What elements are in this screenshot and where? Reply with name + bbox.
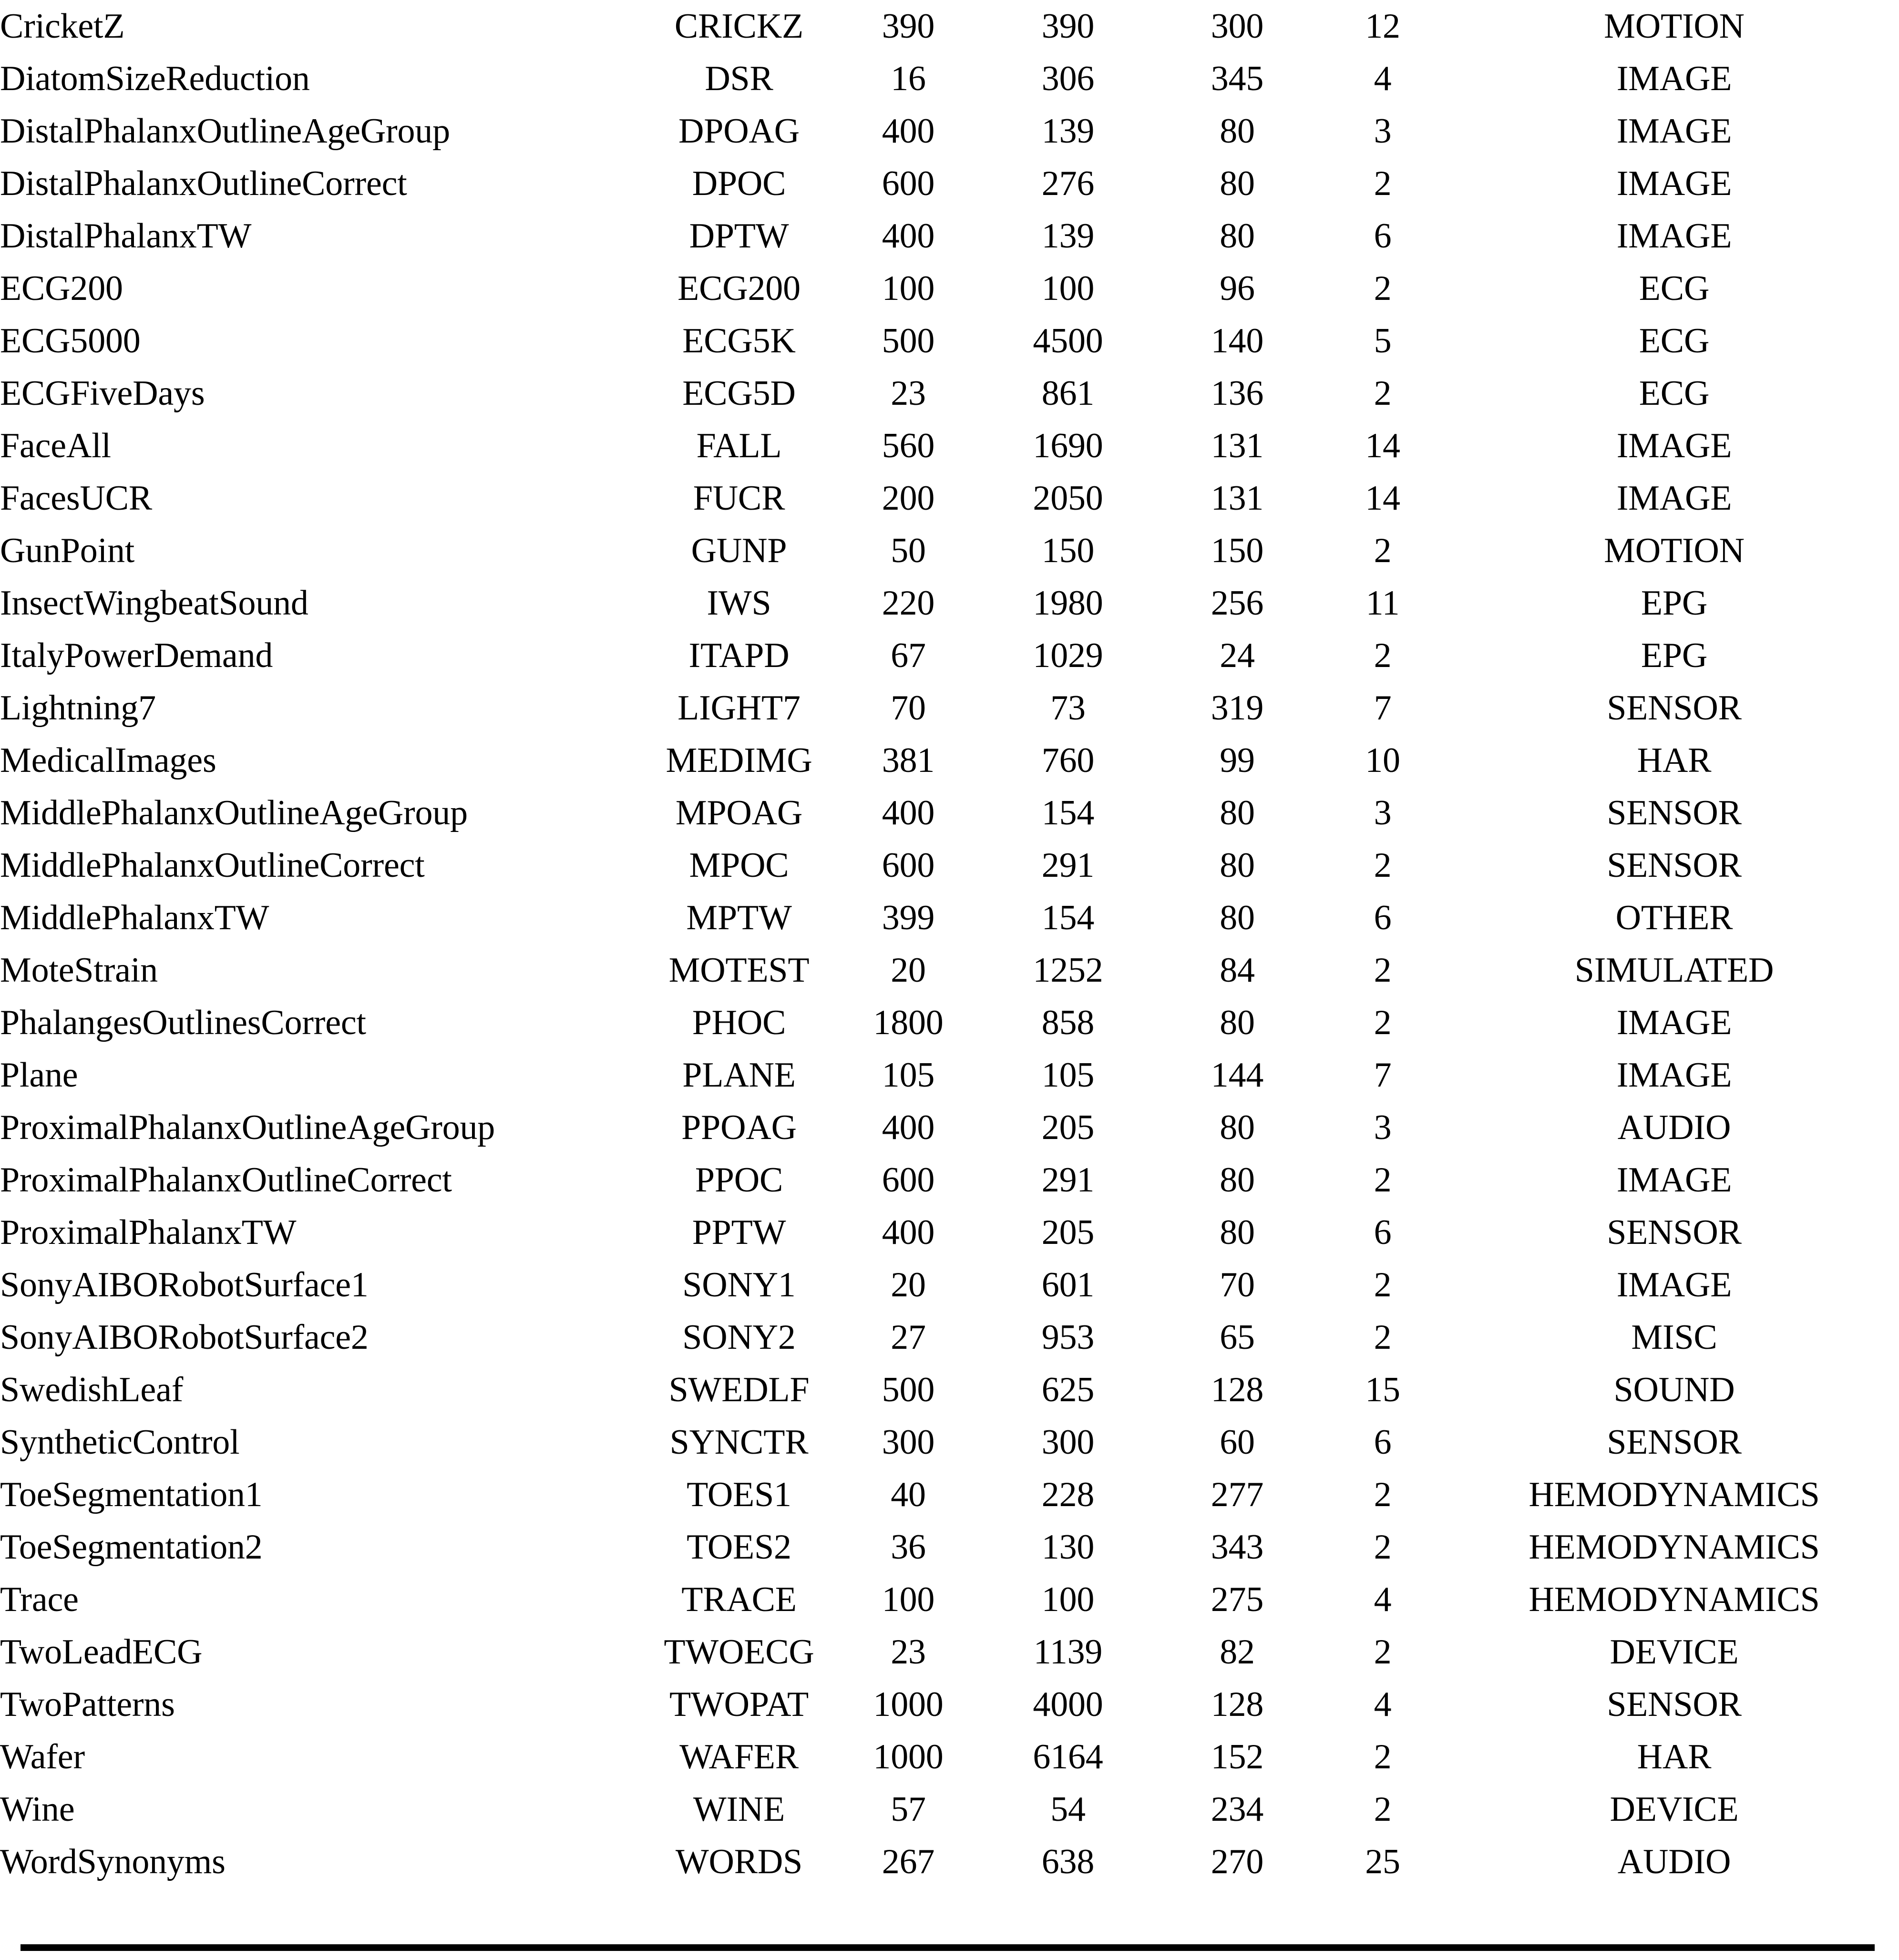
dataset-classes-cell: 2 bbox=[1374, 1475, 1392, 1514]
dataset-name-cell: MiddlePhalanxTW bbox=[0, 898, 269, 937]
dataset-test-size-cell: 1980 bbox=[1033, 584, 1103, 623]
dataset-abbreviation-cell: PPOAG bbox=[681, 1108, 797, 1147]
dataset-test-size-cell: 73 bbox=[1050, 688, 1086, 728]
dataset-train-size-cell: 100 bbox=[882, 269, 935, 308]
dataset-abbreviation-cell: MPTW bbox=[686, 898, 792, 937]
dataset-length-cell: 80 bbox=[1220, 112, 1255, 151]
dataset-length-cell: 24 bbox=[1220, 636, 1255, 675]
dataset-name-cell: DistalPhalanxOutlineAgeGroup bbox=[0, 112, 450, 151]
dataset-abbreviation-cell: LIGHT7 bbox=[677, 688, 801, 728]
table-row bbox=[0, 892, 1899, 944]
dataset-train-size-cell: 600 bbox=[882, 846, 935, 885]
dataset-classes-cell: 2 bbox=[1374, 1318, 1392, 1357]
table-row bbox=[0, 996, 1899, 1049]
dataset-test-size-cell: 139 bbox=[1041, 112, 1095, 151]
dataset-classes-cell: 2 bbox=[1374, 1528, 1392, 1567]
dataset-test-size-cell: 291 bbox=[1041, 846, 1095, 885]
dataset-test-size-cell: 276 bbox=[1041, 164, 1095, 203]
dataset-type-cell: SENSOR bbox=[1607, 846, 1742, 885]
dataset-length-cell: 144 bbox=[1211, 1056, 1264, 1095]
dataset-name-cell: Wine bbox=[0, 1790, 75, 1829]
dataset-length-cell: 80 bbox=[1220, 216, 1255, 256]
dataset-test-size-cell: 601 bbox=[1041, 1265, 1095, 1304]
dataset-length-cell: 80 bbox=[1220, 846, 1255, 885]
dataset-train-size-cell: 500 bbox=[882, 321, 935, 360]
dataset-name-cell: SonyAIBORobotSurface2 bbox=[0, 1318, 369, 1357]
dataset-test-size-cell: 306 bbox=[1041, 59, 1095, 98]
dataset-test-size-cell: 1252 bbox=[1033, 951, 1103, 990]
dataset-classes-cell: 2 bbox=[1374, 269, 1392, 308]
dataset-train-size-cell: 40 bbox=[891, 1475, 926, 1514]
dataset-length-cell: 234 bbox=[1211, 1790, 1264, 1829]
dataset-length-cell: 277 bbox=[1211, 1475, 1264, 1514]
dataset-abbreviation-cell: DSR bbox=[705, 59, 773, 98]
dataset-test-size-cell: 54 bbox=[1050, 1790, 1086, 1829]
dataset-classes-cell: 14 bbox=[1365, 426, 1400, 465]
dataset-classes-cell: 4 bbox=[1374, 1685, 1392, 1724]
dataset-test-size-cell: 390 bbox=[1041, 7, 1095, 46]
table-row bbox=[0, 1678, 1899, 1731]
dataset-type-cell: HAR bbox=[1637, 741, 1712, 780]
table-bottom-rule bbox=[21, 1944, 1875, 1951]
dataset-classes-cell: 7 bbox=[1374, 688, 1392, 728]
dataset-name-cell: InsectWingbeatSound bbox=[0, 584, 308, 623]
dataset-abbreviation-cell: ECG5K bbox=[682, 321, 796, 360]
dataset-name-cell: TwoPatterns bbox=[0, 1685, 175, 1724]
dataset-test-size-cell: 2050 bbox=[1033, 479, 1103, 518]
dataset-classes-cell: 2 bbox=[1374, 164, 1392, 203]
dataset-classes-cell: 2 bbox=[1374, 1790, 1392, 1829]
dataset-type-cell: HEMODYNAMICS bbox=[1529, 1475, 1820, 1514]
dataset-test-size-cell: 100 bbox=[1041, 269, 1095, 308]
dataset-test-size-cell: 154 bbox=[1041, 898, 1095, 937]
dataset-abbreviation-cell: CRICKZ bbox=[674, 7, 804, 46]
dataset-abbreviation-cell: DPOC bbox=[692, 164, 786, 203]
dataset-name-cell: MedicalImages bbox=[0, 741, 216, 780]
dataset-length-cell: 80 bbox=[1220, 1003, 1255, 1042]
dataset-train-size-cell: 600 bbox=[882, 1160, 935, 1200]
dataset-name-cell: GunPoint bbox=[0, 531, 135, 570]
table-row bbox=[0, 1626, 1899, 1678]
dataset-type-cell: AUDIO bbox=[1617, 1108, 1731, 1147]
dataset-abbreviation-cell: MOTEST bbox=[668, 951, 810, 990]
dataset-name-cell: ProximalPhalanxOutlineAgeGroup bbox=[0, 1108, 495, 1147]
table-row bbox=[0, 734, 1899, 787]
dataset-train-size-cell: 400 bbox=[882, 1108, 935, 1147]
dataset-train-size-cell: 390 bbox=[882, 7, 935, 46]
dataset-name-cell: ECG200 bbox=[0, 269, 123, 308]
dataset-classes-cell: 2 bbox=[1374, 1632, 1392, 1672]
dataset-type-cell: IMAGE bbox=[1616, 479, 1732, 518]
dataset-train-size-cell: 200 bbox=[882, 479, 935, 518]
dataset-length-cell: 128 bbox=[1211, 1370, 1264, 1409]
table-row bbox=[0, 1468, 1899, 1521]
dataset-name-cell: Plane bbox=[0, 1056, 78, 1095]
dataset-classes-cell: 11 bbox=[1365, 584, 1400, 623]
dataset-type-cell: IMAGE bbox=[1616, 59, 1732, 98]
dataset-abbreviation-cell: PPTW bbox=[692, 1213, 786, 1252]
dataset-abbreviation-cell: PPOC bbox=[695, 1160, 783, 1200]
dataset-test-size-cell: 953 bbox=[1041, 1318, 1095, 1357]
dataset-name-cell: ECGFiveDays bbox=[0, 374, 205, 413]
table-row bbox=[0, 472, 1899, 524]
dataset-classes-cell: 14 bbox=[1365, 479, 1400, 518]
dataset-abbreviation-cell: DPTW bbox=[689, 216, 789, 256]
dataset-classes-cell: 2 bbox=[1374, 636, 1392, 675]
dataset-name-cell: Lightning7 bbox=[0, 688, 156, 728]
dataset-test-size-cell: 105 bbox=[1041, 1056, 1095, 1095]
dataset-test-size-cell: 1029 bbox=[1033, 636, 1103, 675]
dataset-test-size-cell: 139 bbox=[1041, 216, 1095, 256]
dataset-abbreviation-cell: TOES2 bbox=[687, 1528, 791, 1567]
dataset-train-size-cell: 16 bbox=[891, 59, 926, 98]
table-row bbox=[0, 1836, 1899, 1888]
dataset-length-cell: 152 bbox=[1211, 1737, 1264, 1776]
dataset-length-cell: 82 bbox=[1220, 1632, 1255, 1672]
dataset-test-size-cell: 100 bbox=[1041, 1580, 1095, 1619]
dataset-abbreviation-cell: FUCR bbox=[693, 479, 785, 518]
dataset-length-cell: 140 bbox=[1211, 321, 1264, 360]
table-row bbox=[0, 1521, 1899, 1573]
dataset-test-size-cell: 291 bbox=[1041, 1160, 1095, 1200]
dataset-length-cell: 343 bbox=[1211, 1528, 1264, 1567]
dataset-classes-cell: 10 bbox=[1365, 741, 1400, 780]
dataset-test-size-cell: 6164 bbox=[1033, 1737, 1103, 1776]
dataset-test-size-cell: 300 bbox=[1041, 1423, 1095, 1462]
dataset-name-cell: DistalPhalanxTW bbox=[0, 216, 252, 256]
dataset-name-cell: MiddlePhalanxOutlineCorrect bbox=[0, 846, 425, 885]
dataset-abbreviation-cell: SONY2 bbox=[682, 1318, 796, 1357]
dataset-abbreviation-cell: MEDIMG bbox=[666, 741, 812, 780]
dataset-abbreviation-cell: SYNCTR bbox=[669, 1423, 809, 1462]
dataset-abbreviation-cell: ITAPD bbox=[688, 636, 790, 675]
dataset-length-cell: 300 bbox=[1211, 7, 1264, 46]
dataset-train-size-cell: 1000 bbox=[873, 1685, 944, 1724]
dataset-length-cell: 96 bbox=[1220, 269, 1255, 308]
dataset-train-size-cell: 400 bbox=[882, 216, 935, 256]
dataset-name-cell: ToeSegmentation1 bbox=[0, 1475, 263, 1514]
dataset-name-cell: ItalyPowerDemand bbox=[0, 636, 273, 675]
dataset-train-size-cell: 50 bbox=[891, 531, 926, 570]
dataset-abbreviation-cell: PHOC bbox=[692, 1003, 786, 1042]
dataset-length-cell: 65 bbox=[1220, 1318, 1255, 1357]
table-row bbox=[0, 1259, 1899, 1311]
dataset-type-cell: HAR bbox=[1637, 1737, 1712, 1776]
dataset-length-cell: 131 bbox=[1211, 426, 1264, 465]
dataset-name-cell: ProximalPhalanxTW bbox=[0, 1213, 297, 1252]
table-row bbox=[0, 0, 1899, 52]
dataset-classes-cell: 6 bbox=[1374, 1423, 1392, 1462]
dataset-train-size-cell: 23 bbox=[891, 374, 926, 413]
dataset-name-cell: ECG5000 bbox=[0, 321, 141, 360]
dataset-train-size-cell: 399 bbox=[882, 898, 935, 937]
dataset-test-size-cell: 205 bbox=[1041, 1108, 1095, 1147]
dataset-name-cell: ToeSegmentation2 bbox=[0, 1528, 263, 1567]
dataset-abbreviation-cell: GUNP bbox=[691, 531, 787, 570]
dataset-name-cell: SyntheticControl bbox=[0, 1423, 240, 1462]
dataset-train-size-cell: 267 bbox=[882, 1842, 935, 1881]
dataset-train-size-cell: 100 bbox=[882, 1580, 935, 1619]
dataset-abbreviation-cell: WORDS bbox=[675, 1842, 803, 1881]
dataset-name-cell: WordSynonyms bbox=[0, 1842, 226, 1881]
dataset-train-size-cell: 20 bbox=[891, 951, 926, 990]
dataset-length-cell: 345 bbox=[1211, 59, 1264, 98]
dataset-test-size-cell: 858 bbox=[1041, 1003, 1095, 1042]
dataset-classes-cell: 7 bbox=[1374, 1056, 1392, 1095]
table-row bbox=[0, 315, 1899, 367]
dataset-train-size-cell: 1800 bbox=[873, 1003, 944, 1042]
dataset-type-cell: SENSOR bbox=[1607, 1685, 1742, 1724]
dataset-abbreviation-cell: TWOECG bbox=[664, 1632, 814, 1672]
dataset-classes-cell: 3 bbox=[1374, 1108, 1392, 1147]
dataset-abbreviation-cell: MPOAG bbox=[675, 793, 803, 832]
table-row bbox=[0, 839, 1899, 892]
table-row bbox=[0, 1783, 1899, 1836]
dataset-length-cell: 80 bbox=[1220, 898, 1255, 937]
dataset-abbreviation-cell: TRACE bbox=[681, 1580, 797, 1619]
dataset-name-cell: SwedishLeaf bbox=[0, 1370, 184, 1409]
dataset-abbreviation-cell: TWOPAT bbox=[669, 1685, 809, 1724]
dataset-type-cell: OTHER bbox=[1615, 898, 1733, 937]
dataset-type-cell: MISC bbox=[1631, 1318, 1717, 1357]
table-row bbox=[0, 1101, 1899, 1154]
table-row bbox=[0, 210, 1899, 262]
dataset-type-cell: AUDIO bbox=[1617, 1842, 1731, 1881]
dataset-type-cell: IMAGE bbox=[1616, 1160, 1732, 1200]
dataset-length-cell: 128 bbox=[1211, 1685, 1264, 1724]
dataset-abbreviation-cell: SWEDLF bbox=[668, 1370, 810, 1409]
dataset-length-cell: 275 bbox=[1211, 1580, 1264, 1619]
dataset-type-cell: MOTION bbox=[1604, 531, 1745, 570]
dataset-train-size-cell: 70 bbox=[891, 688, 926, 728]
dataset-abbreviation-cell: PLANE bbox=[682, 1056, 796, 1095]
dataset-train-size-cell: 23 bbox=[891, 1632, 926, 1672]
dataset-type-cell: EPG bbox=[1641, 584, 1708, 623]
dataset-name-cell: FacesUCR bbox=[0, 479, 153, 518]
dataset-type-cell: HEMODYNAMICS bbox=[1529, 1580, 1820, 1619]
dataset-classes-cell: 2 bbox=[1374, 846, 1392, 885]
dataset-train-size-cell: 67 bbox=[891, 636, 926, 675]
dataset-classes-cell: 2 bbox=[1374, 1265, 1392, 1304]
dataset-test-size-cell: 760 bbox=[1041, 741, 1095, 780]
dataset-type-cell: DEVICE bbox=[1610, 1632, 1739, 1672]
dataset-train-size-cell: 105 bbox=[882, 1056, 935, 1095]
dataset-type-cell: IMAGE bbox=[1616, 164, 1732, 203]
table-row bbox=[0, 944, 1899, 996]
dataset-test-size-cell: 861 bbox=[1041, 374, 1095, 413]
table-row bbox=[0, 1154, 1899, 1206]
dataset-type-cell: SENSOR bbox=[1607, 1423, 1742, 1462]
table-row bbox=[0, 682, 1899, 734]
dataset-classes-cell: 2 bbox=[1374, 1003, 1392, 1042]
dataset-classes-cell: 3 bbox=[1374, 793, 1392, 832]
dataset-length-cell: 256 bbox=[1211, 584, 1264, 623]
dataset-train-size-cell: 36 bbox=[891, 1528, 926, 1567]
dataset-name-cell: DistalPhalanxOutlineCorrect bbox=[0, 164, 407, 203]
dataset-type-cell: DEVICE bbox=[1610, 1790, 1739, 1829]
dataset-test-size-cell: 1690 bbox=[1033, 426, 1103, 465]
dataset-train-size-cell: 27 bbox=[891, 1318, 926, 1357]
dataset-name-cell: PhalangesOutlinesCorrect bbox=[0, 1003, 366, 1042]
dataset-type-cell: SIMULATED bbox=[1574, 951, 1774, 990]
dataset-test-size-cell: 205 bbox=[1041, 1213, 1095, 1252]
table-row bbox=[0, 1573, 1899, 1626]
dataset-length-cell: 70 bbox=[1220, 1265, 1255, 1304]
dataset-train-size-cell: 400 bbox=[882, 793, 935, 832]
dataset-name-cell: MiddlePhalanxOutlineAgeGroup bbox=[0, 793, 468, 832]
dataset-abbreviation-cell: FALL bbox=[696, 426, 782, 465]
table-row bbox=[0, 105, 1899, 157]
dataset-train-size-cell: 560 bbox=[882, 426, 935, 465]
table-row bbox=[0, 787, 1899, 839]
dataset-classes-cell: 2 bbox=[1374, 374, 1392, 413]
dataset-name-cell: Trace bbox=[0, 1580, 79, 1619]
dataset-classes-cell: 3 bbox=[1374, 112, 1392, 151]
dataset-length-cell: 60 bbox=[1220, 1423, 1255, 1462]
dataset-type-cell: HEMODYNAMICS bbox=[1529, 1528, 1820, 1567]
table-row bbox=[0, 524, 1899, 577]
dataset-test-size-cell: 154 bbox=[1041, 793, 1095, 832]
table-row bbox=[0, 1049, 1899, 1101]
dataset-test-size-cell: 228 bbox=[1041, 1475, 1095, 1514]
dataset-classes-cell: 25 bbox=[1365, 1842, 1400, 1881]
dataset-type-cell: IMAGE bbox=[1616, 426, 1732, 465]
table-row bbox=[0, 1416, 1899, 1468]
dataset-classes-cell: 6 bbox=[1374, 216, 1392, 256]
dataset-type-cell: IMAGE bbox=[1616, 112, 1732, 151]
dataset-length-cell: 99 bbox=[1220, 741, 1255, 780]
dataset-classes-cell: 2 bbox=[1374, 531, 1392, 570]
table-row bbox=[0, 1731, 1899, 1783]
dataset-abbreviation-cell: ECG5D bbox=[682, 374, 796, 413]
dataset-name-cell: ProximalPhalanxOutlineCorrect bbox=[0, 1160, 452, 1200]
dataset-name-cell: CricketZ bbox=[0, 7, 125, 46]
table-row bbox=[0, 262, 1899, 315]
dataset-abbreviation-cell: IWS bbox=[707, 584, 771, 623]
dataset-type-cell: SENSOR bbox=[1607, 688, 1742, 728]
table-row bbox=[0, 367, 1899, 420]
dataset-name-cell: SonyAIBORobotSurface1 bbox=[0, 1265, 369, 1304]
dataset-type-cell: IMAGE bbox=[1616, 1003, 1732, 1042]
dataset-type-cell: ECG bbox=[1639, 374, 1710, 413]
dataset-name-cell: MoteStrain bbox=[0, 951, 158, 990]
dataset-train-size-cell: 300 bbox=[882, 1423, 935, 1462]
dataset-test-size-cell: 1139 bbox=[1033, 1632, 1103, 1672]
table-row bbox=[0, 1364, 1899, 1416]
dataset-length-cell: 150 bbox=[1211, 531, 1264, 570]
dataset-length-cell: 270 bbox=[1211, 1842, 1264, 1881]
table-row bbox=[0, 1311, 1899, 1364]
dataset-train-size-cell: 220 bbox=[882, 584, 935, 623]
dataset-type-cell: EPG bbox=[1641, 636, 1708, 675]
dataset-abbreviation-cell: DPOAG bbox=[678, 112, 800, 151]
dataset-classes-cell: 5 bbox=[1374, 321, 1392, 360]
dataset-type-cell: SOUND bbox=[1613, 1370, 1735, 1409]
dataset-train-size-cell: 1000 bbox=[873, 1737, 944, 1776]
dataset-classes-cell: 12 bbox=[1365, 7, 1400, 46]
dataset-length-cell: 80 bbox=[1220, 1213, 1255, 1252]
dataset-type-cell: IMAGE bbox=[1616, 1056, 1732, 1095]
dataset-name-cell: Wafer bbox=[0, 1737, 85, 1776]
dataset-length-cell: 80 bbox=[1220, 164, 1255, 203]
dataset-abbreviation-cell: WINE bbox=[693, 1790, 785, 1829]
dataset-length-cell: 84 bbox=[1220, 951, 1255, 990]
dataset-test-size-cell: 4500 bbox=[1033, 321, 1103, 360]
dataset-classes-cell: 2 bbox=[1374, 1737, 1392, 1776]
dataset-test-size-cell: 638 bbox=[1041, 1842, 1095, 1881]
dataset-train-size-cell: 400 bbox=[882, 1213, 935, 1252]
dataset-length-cell: 131 bbox=[1211, 479, 1264, 518]
dataset-type-cell: SENSOR bbox=[1607, 793, 1742, 832]
dataset-test-size-cell: 150 bbox=[1041, 531, 1095, 570]
table-row bbox=[0, 420, 1899, 472]
dataset-name-cell: FaceAll bbox=[0, 426, 111, 465]
dataset-classes-cell: 2 bbox=[1374, 1160, 1392, 1200]
dataset-abbreviation-cell: SONY1 bbox=[682, 1265, 796, 1304]
dataset-length-cell: 80 bbox=[1220, 1160, 1255, 1200]
dataset-train-size-cell: 500 bbox=[882, 1370, 935, 1409]
dataset-length-cell: 80 bbox=[1220, 793, 1255, 832]
dataset-length-cell: 136 bbox=[1211, 374, 1264, 413]
table-row bbox=[0, 52, 1899, 105]
table-row bbox=[0, 1206, 1899, 1259]
dataset-type-cell: IMAGE bbox=[1616, 216, 1732, 256]
dataset-train-size-cell: 381 bbox=[882, 741, 935, 780]
dataset-name-cell: TwoLeadECG bbox=[0, 1632, 203, 1672]
table-row bbox=[0, 629, 1899, 682]
dataset-classes-cell: 2 bbox=[1374, 951, 1392, 990]
dataset-train-size-cell: 400 bbox=[882, 112, 935, 151]
dataset-type-cell: ECG bbox=[1639, 269, 1710, 308]
dataset-classes-cell: 4 bbox=[1374, 1580, 1392, 1619]
dataset-abbreviation-cell: TOES1 bbox=[687, 1475, 791, 1514]
table-row bbox=[0, 577, 1899, 629]
dataset-test-size-cell: 4000 bbox=[1033, 1685, 1103, 1724]
dataset-test-size-cell: 625 bbox=[1041, 1370, 1095, 1409]
dataset-test-size-cell: 130 bbox=[1041, 1528, 1095, 1567]
dataset-train-size-cell: 20 bbox=[891, 1265, 926, 1304]
dataset-abbreviation-cell: WAFER bbox=[679, 1737, 799, 1776]
dataset-type-cell: IMAGE bbox=[1616, 1265, 1732, 1304]
dataset-train-size-cell: 57 bbox=[891, 1790, 926, 1829]
dataset-classes-cell: 6 bbox=[1374, 898, 1392, 937]
dataset-type-cell: SENSOR bbox=[1607, 1213, 1742, 1252]
dataset-length-cell: 80 bbox=[1220, 1108, 1255, 1147]
dataset-type-cell: ECG bbox=[1639, 321, 1710, 360]
dataset-abbreviation-cell: ECG200 bbox=[677, 269, 801, 308]
dataset-name-cell: DiatomSizeReduction bbox=[0, 59, 310, 98]
dataset-abbreviation-cell: MPOC bbox=[689, 846, 789, 885]
dataset-classes-cell: 6 bbox=[1374, 1213, 1392, 1252]
dataset-classes-cell: 15 bbox=[1365, 1370, 1400, 1409]
dataset-train-size-cell: 600 bbox=[882, 164, 935, 203]
table-row bbox=[0, 157, 1899, 210]
dataset-type-cell: MOTION bbox=[1604, 7, 1745, 46]
dataset-length-cell: 319 bbox=[1211, 688, 1264, 728]
dataset-classes-cell: 4 bbox=[1374, 59, 1392, 98]
